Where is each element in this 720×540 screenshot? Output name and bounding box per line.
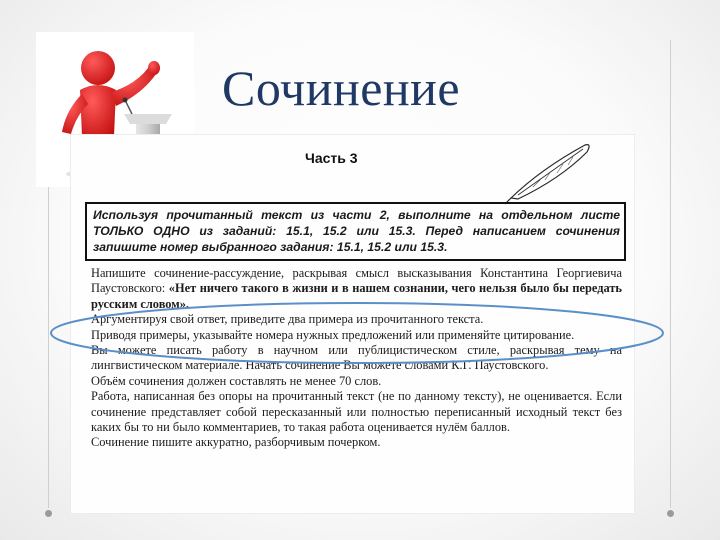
task-paragraph: Приводя примеры, указывайте номера нужных предложений или применяйте цитирование. <box>91 327 575 342</box>
instruction-box: Используя прочитанный текст из части 2, выполните на отдельном листе ТОЛЬКО ОДНО из заданий: 15.1, 15.2 или 15.3. Перед написанием сочинения запишите номер выбранного задания: 15.1, 15.2 или 15.3. <box>85 202 626 261</box>
paustovsky-quote: «Нет ничего такого в жизни и в нашем сознании, чего нельзя было бы передать русским словом». <box>91 281 622 311</box>
exam-task-scan <box>70 134 635 514</box>
frame-right-line <box>670 40 671 508</box>
task-paragraph: Сочинение пишите аккуратно, разборчивым почерком. <box>91 435 381 450</box>
task-paragraph: Работа, написанная без опоры на прочитанный текст (не по данному тексту), не оценивается. Если сочинение представляет собой пересказанный или полностью переписанный исходный текст без каких бы то ни было комментариев, то такая работа оценивается нулём баллов. <box>91 389 622 435</box>
part-heading: Часть 3 <box>305 150 358 166</box>
frame-corner-dot <box>45 510 52 517</box>
feather-quill-icon <box>71 135 634 205</box>
task-paragraph: Объём сочинения должен составлять не менее 70 слов. <box>91 373 382 388</box>
frame-corner-dot <box>667 510 674 517</box>
task-paragraph: Аргументируя свой ответ, приведите два примера из прочитанного текста. <box>91 312 484 327</box>
slide-title: Сочинение <box>222 60 461 116</box>
task-paragraph: Вы можете писать работу в научном или публицистическом стиле, раскрывая тему на лингвистическом материале. Начать сочинение Вы можете словами К.Г. Паустовского. <box>91 343 622 373</box>
task-intro: Напишите сочинение-рассуждение, раскрывая смысл высказывания Константина Георгиевича Паустовского: <box>91 266 622 296</box>
task-body <box>91 266 622 451</box>
task-paragraph <box>91 266 622 312</box>
